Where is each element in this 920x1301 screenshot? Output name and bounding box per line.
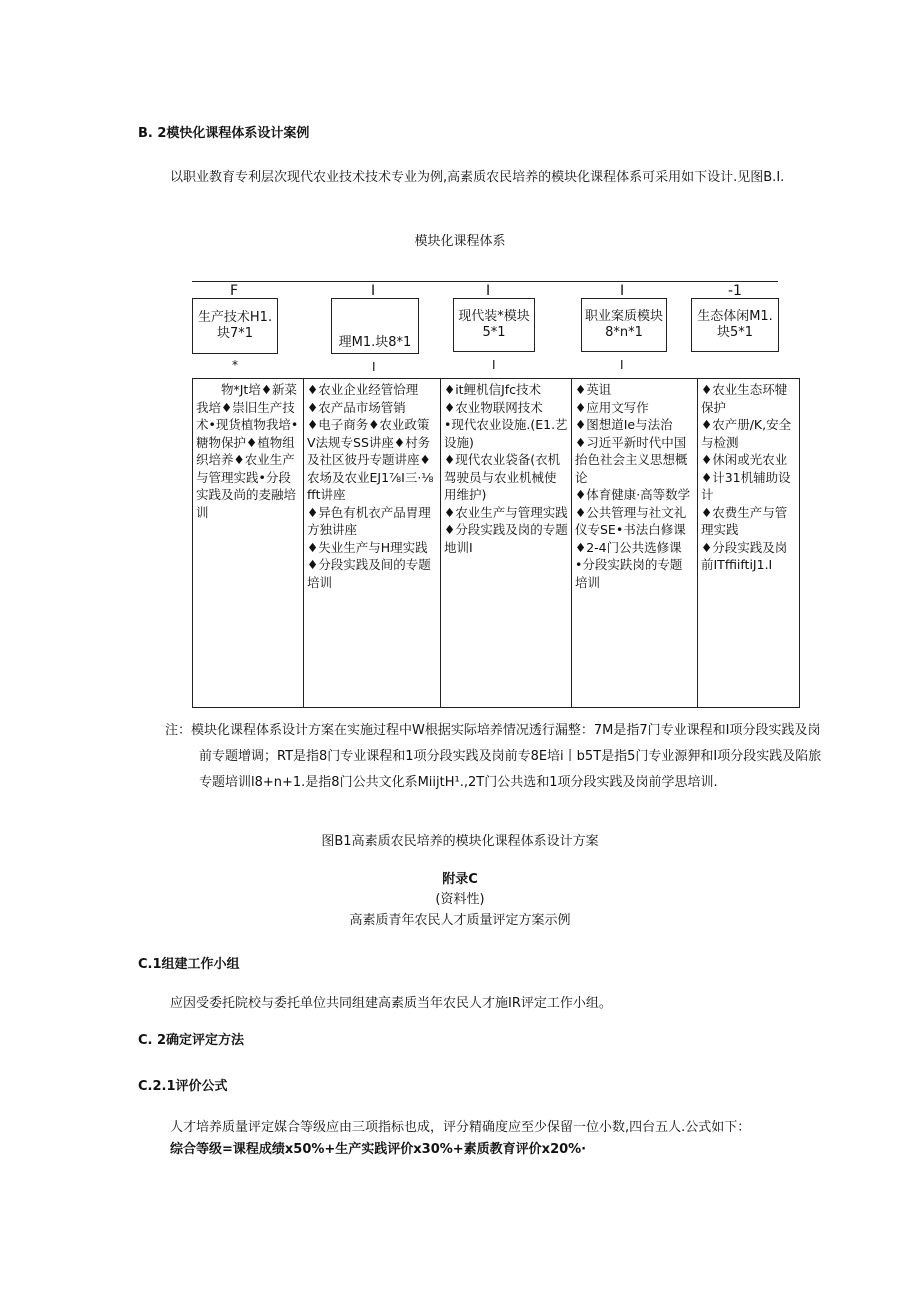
course-item: ♦英诅 [575, 382, 612, 397]
course-item: ♦计31机辅助设计 [701, 469, 791, 502]
course-content-table [192, 378, 800, 708]
formula-text: 综合等级=课程成绩x50%+生产实践评价x30%+素质教育评价x20%· [170, 1142, 587, 1157]
tick-mark: I [371, 283, 376, 299]
course-item: ♦农产册/K,安全与检测 [701, 417, 792, 450]
module-box-modern-equipment: 现代装*模块5*1 [453, 298, 535, 352]
appendix-heading: 高素质青年农民人才质量评定方案示例 [349, 913, 571, 928]
course-item: ♦农业物联网技术 [444, 399, 543, 415]
diagram-title: 模块化课程体系 [414, 234, 506, 249]
course-column-vocational-quality [572, 379, 698, 707]
connector-mark: I [492, 358, 496, 372]
course-item: ♦休闲或光农业 [701, 452, 788, 467]
course-item: ♦公共管理与社文礼仪专SE•书法白修课 [575, 504, 687, 537]
tick-mark: -1 [728, 283, 742, 299]
section-c21-heading: C.2.1评价公式 [138, 1079, 228, 1094]
connector-mark: * [232, 358, 238, 372]
tick-mark: I [620, 283, 625, 299]
course-item: ♦失业生产与H理实践 [307, 539, 428, 555]
tick-mark: F [230, 283, 239, 299]
course-item: ♦现代农业袋备(衣机驾驶员与农业机械使用维护) [444, 452, 561, 502]
course-item: ♦农业生产与管理实践 [444, 504, 568, 520]
module-box-eco-leisure: 生态体闲M1.块5*1 [691, 298, 779, 352]
course-item: ♦农业企业经管恰理 [307, 382, 419, 397]
course-item: •现代农业设施.(E1.艺设施) [444, 417, 568, 450]
section-c21-text: 人才培养质量评定媒合等级应由三项指标也成，评分精确度应至少保留一位小数,四台五人.公式如下： [170, 1120, 751, 1135]
course-item: ♦分段实践及岗前ITffiiftiJ1.I [701, 539, 788, 572]
course-item: ♦习近平新时代中国抬色社会主义思想概论 [575, 434, 688, 485]
course-column-eco-leisure [698, 379, 799, 707]
intro-paragraph: 以职业教育专利层次现代农业技术技术专业为例,高素质农民培养的模块化课程体系可采用如下设计.见图B.I. [170, 170, 785, 185]
appendix-subtitle: (资料性) [435, 892, 485, 907]
course-item: ♦农业生态环犍保护 [701, 382, 788, 415]
section-b2-heading: B. 2模快化课程体系设计案例 [138, 126, 310, 141]
course-column-production [193, 379, 304, 707]
course-item: ♦分段实践及岗的专题地训I [444, 522, 568, 555]
course-item: ♦农产品市场管销 [307, 399, 406, 415]
course-item: ♦分段实践及间的专题培训 [307, 557, 431, 590]
section-c2-heading: C. 2确定评定方法 [138, 1033, 245, 1048]
course-item: ♦体育健康·高等数学 [575, 487, 691, 502]
course-item: ♦it鲤机信Jfc技术 [444, 382, 542, 397]
course-column-modern-equipment [441, 379, 572, 707]
course-column-management [304, 379, 441, 707]
connector-mark: I [372, 360, 376, 374]
module-box-management: 理M1.块8*1 [331, 298, 419, 354]
course-item: ♦电子商务♦农业政策V法规专SS讲座♦村务及社区彼丹专题讲座♦农场及农业EJ1⅞I三·⅛fft讲座 [307, 417, 434, 502]
module-box-vocational-quality: 职业案质模块8*n*1 [581, 298, 667, 352]
course-item: ♦图想道Ie与法治 [575, 417, 673, 432]
tick-mark: I [486, 283, 491, 299]
course-item: 物*Jt培♦新菜我培♦崇旧生产技术•现货植物我培•糖物保护♦植物组织培养♦农业生产与管理实践•分段实践及尚的麦融培训 [196, 382, 299, 520]
course-item: ♦农费生产与管理实践 [701, 504, 788, 537]
figure-caption: 图B1高素质农民培养的模块化课程体系设计方案 [321, 834, 599, 849]
diagram-top-line [192, 281, 778, 282]
course-item: •分段实趺岗的专题培训 [575, 557, 683, 590]
connector-mark: I [620, 358, 624, 372]
course-item: ♦异色有机衣产品胃理方独讲座 [307, 504, 431, 537]
section-c1-heading: C.1组建工作小组 [138, 957, 240, 972]
module-box-production: 生产技术H1.块7*1 [192, 298, 278, 354]
course-item: ♦2-4门公共选修课 [575, 539, 682, 555]
appendix-title: 附录C [442, 872, 478, 887]
section-c1-text: 应因受委托院校与委托单位共同组建高素质当年农民人才施IR评定工作小组。 [170, 996, 612, 1011]
diagram-note: 注：模块化课程体系设计方案在实施过程中W根据实际培养情况透行漏整：7M是指7门专业课程和I项分段实践及岗前专题增调；RT是指8门专业课程和1项分段实践及岗前专8E培i丨b5T是指5门专业源狎和I项分段实践及陷旅专题培训l8+n+1.是指8门公共文化系MiijtH¹.,2T门公共选和1项分段实践及岗前学思培训. [165, 723, 822, 790]
course-item: ♦应用文写作 [575, 399, 649, 415]
